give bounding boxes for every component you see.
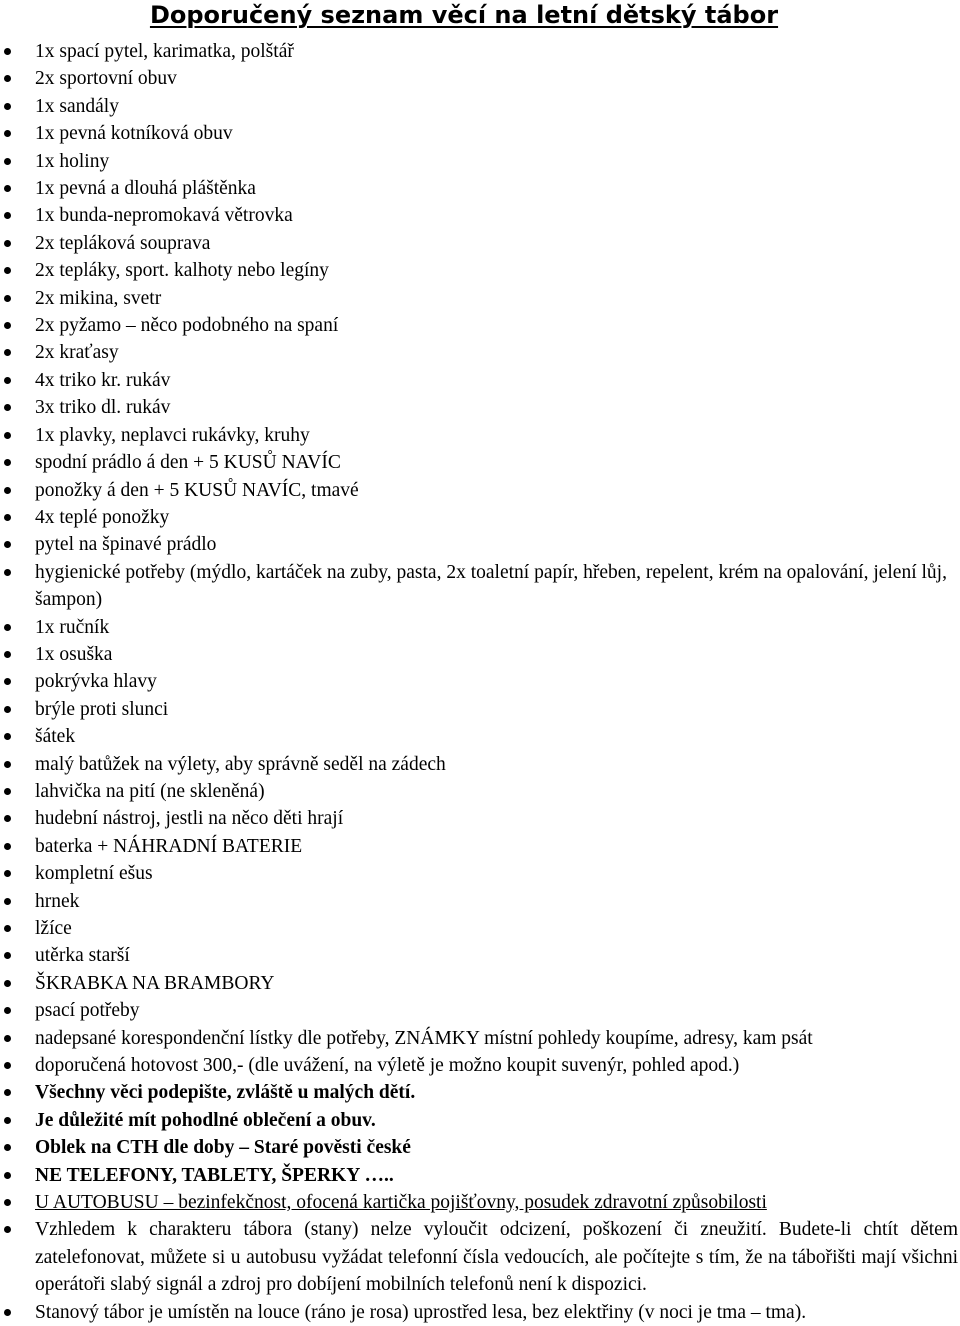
list-item-text: ponožky á den + 5 KUSŮ NAVÍC, tmavé: [35, 479, 359, 501]
list-item: [0, 833, 960, 860]
list-item: [0, 449, 960, 476]
bullet-icon: [4, 185, 11, 192]
list-item-text: 1x pevná kotníková obuv: [35, 123, 233, 145]
list-item: [0, 559, 960, 614]
list-item-text: pytel na špinavé prádlo: [35, 534, 217, 556]
list-item-text: pokrývka hlavy: [35, 671, 157, 693]
packing-list: [0, 38, 960, 1326]
list-item-text: 1x holiny: [35, 150, 110, 172]
list-item-text: Oblek na CTH dle doby – Staré pověsti české: [35, 1137, 411, 1159]
list-item-text: brýle proti slunci: [35, 698, 169, 720]
bullet-icon: [4, 212, 11, 219]
bullet-icon: [4, 267, 11, 274]
list-item: [0, 668, 960, 695]
list-item: [0, 614, 960, 641]
list-item: [0, 504, 960, 531]
bullet-icon: [4, 514, 11, 521]
list-item: [0, 148, 960, 175]
bullet-icon: [4, 1144, 11, 1151]
bullet-icon: [4, 48, 11, 55]
bullet-icon: [4, 1089, 11, 1096]
list-item-text: ŠKRABKA NA BRAMBORY: [35, 972, 275, 994]
list-item-text: 1x bunda-nepromokavá větrovka: [35, 205, 293, 227]
list-item: [0, 531, 960, 558]
bullet-icon: [4, 541, 11, 548]
list-item-text: hudební nástroj, jestli na něco děti hrají: [35, 808, 344, 830]
list-item: [0, 1162, 960, 1189]
bullet-icon: [4, 788, 11, 795]
bullet-icon: [4, 487, 11, 494]
list-item-text: malý batůžek na výlety, aby správně seděl na zádech: [35, 753, 446, 775]
list-item-text: Stanový tábor je umístěn na louce (ráno je rosa) uprostřed lesa, bez elektřiny (v noci je tma – tma).: [35, 1301, 807, 1323]
bullet-icon: [4, 377, 11, 384]
bullet-icon: [4, 1007, 11, 1014]
list-item: [0, 120, 960, 147]
bullet-icon: [4, 1199, 11, 1206]
list-item: [0, 805, 960, 832]
list-item: [0, 1189, 960, 1216]
bullet-icon: [4, 349, 11, 356]
list-item-text: psací potřeby: [35, 1000, 140, 1022]
list-item: [0, 970, 960, 997]
list-item: [0, 1079, 960, 1106]
bullet-icon: [4, 980, 11, 987]
bullet-icon: [4, 1117, 11, 1124]
list-item-text: doporučená hotovost 300,- (dle uvážení, na výletě je možno koupit suvenýr, pohled apod.): [35, 1055, 740, 1077]
bullet-icon: [4, 1062, 11, 1069]
bullet-icon: [4, 240, 11, 247]
list-item-text: spodní prádlo á den + 5 KUSŮ NAVÍC: [35, 452, 341, 474]
list-item-text: hrnek: [35, 890, 80, 912]
list-item: [0, 93, 960, 120]
list-item-text: kompletní ešus: [35, 863, 153, 885]
bullet-icon: [4, 898, 11, 905]
list-item-text: 2x pyžamo – něco podobného na spaní: [35, 315, 339, 337]
list-item: [0, 367, 960, 394]
list-item-text: 1x pevná a dlouhá pláštěnka: [35, 178, 256, 200]
bullet-icon: [4, 130, 11, 137]
list-item: [0, 997, 960, 1024]
list-item-text: 4x triko kr. rukáv: [35, 369, 171, 391]
list-item-text: Vzhledem k charakteru tábora (stany) nelze vyloučit odcizení, poškození či zneužití. Budete-li chtít dětem zatelefonovat, můžete si u autobusu vyžádat telefonní čísla vedoucích, ale počítejte s tím, že na tábořišti mají všichni operátoři slabý signál a zdroj pro dobíjení mobilních telefonů není k dispozici.: [35, 1219, 958, 1296]
bullet-icon: [4, 158, 11, 165]
list-item: [0, 723, 960, 750]
list-item-text: Je důležité mít pohodlné oblečení a obuv.: [35, 1109, 376, 1131]
list-item: [0, 1025, 960, 1052]
list-item-text: 1x spací pytel, karimatka, polštář: [35, 41, 294, 62]
list-item: [0, 339, 960, 366]
bullet-icon: [4, 103, 11, 110]
list-item: [0, 175, 960, 202]
list-item-text: 1x ručník: [35, 616, 110, 638]
bullet-icon: [4, 870, 11, 877]
list-item: [0, 1134, 960, 1161]
list-item: [0, 422, 960, 449]
list-item: [0, 230, 960, 257]
list-item: [0, 860, 960, 887]
list-item-text: 3x triko dl. rukáv: [35, 397, 171, 419]
list-item-text: U AUTOBUSU – bezinfekčnost, ofocená kartička pojišťovny, posudek zdravotní způsobilosti: [35, 1192, 767, 1214]
list-item-text: utěrka starší: [35, 945, 130, 967]
list-item-text: nadepsané korespondenční lístky dle potřeby, ZNÁMKY místní pohledy koupíme, adresy, kam psát: [35, 1027, 813, 1049]
list-item-text: lžíce: [35, 918, 72, 939]
bullet-icon: [4, 322, 11, 329]
bullet-icon: [4, 651, 11, 658]
list-item-text: 2x tepláky, sport. kalhoty nebo legíny: [35, 260, 329, 282]
list-item-text: 1x sandály: [35, 95, 119, 117]
list-item-text: 4x teplé ponožky: [35, 506, 170, 528]
list-item: [0, 65, 960, 92]
bullet-icon: [4, 295, 11, 302]
list-item: [0, 477, 960, 504]
list-item: [0, 1052, 960, 1079]
list-item: [0, 394, 960, 421]
list-item: [0, 641, 960, 668]
list-item-text: baterka + NÁHRADNÍ BATERIE: [35, 835, 303, 857]
bullet-icon: [4, 761, 11, 768]
page-title: Doporučený seznam věcí na letní dětský tábor: [149, 1, 779, 29]
bullet-icon: [4, 459, 11, 466]
list-item-text: hygienické potřeby (mýdlo, kartáček na zuby, pasta, 2x toaletní papír, hřeben, repelent, krém na opalování, jelení lůj, šampon): [35, 561, 947, 611]
list-item-text: Všechny věci podepište, zvláště u malých dětí.: [35, 1082, 416, 1104]
list-item-text: 1x osuška: [35, 643, 113, 665]
list-item-text: 2x tepláková souprava: [35, 232, 211, 254]
list-item: [0, 38, 960, 65]
bullet-icon: [4, 75, 11, 82]
list-item: [0, 202, 960, 229]
bullet-icon: [4, 1172, 11, 1179]
list-item: [0, 942, 960, 969]
list-item: [0, 778, 960, 805]
bullet-icon: [4, 624, 11, 631]
bullet-icon: [4, 404, 11, 411]
list-item-text: NE TELEFONY, TABLETY, ŠPERKY …..: [35, 1164, 394, 1186]
bullet-icon: [4, 1226, 11, 1233]
bullet-icon: [4, 815, 11, 822]
list-item: [0, 285, 960, 312]
bullet-icon: [4, 952, 11, 959]
list-item: [0, 1216, 960, 1298]
list-item-text: lahvička na pití (ne skleněná): [35, 780, 265, 802]
bullet-icon: [4, 678, 11, 685]
list-item: [0, 696, 960, 723]
list-item: [0, 312, 960, 339]
bullet-icon: [4, 706, 11, 713]
bullet-icon: [4, 925, 11, 932]
list-item: [0, 1107, 960, 1134]
bullet-icon: [4, 569, 11, 576]
list-item: [0, 751, 960, 778]
list-item: [0, 257, 960, 284]
list-item-text: šátek: [35, 726, 76, 748]
bullet-icon: [4, 432, 11, 439]
list-item-text: 2x kraťasy: [35, 342, 119, 364]
bullet-icon: [4, 843, 11, 850]
list-item-text: 2x sportovní obuv: [35, 68, 177, 90]
bullet-icon: [4, 1309, 11, 1316]
list-item: [0, 888, 960, 915]
list-item-text: 2x mikina, svetr: [35, 287, 162, 309]
bullet-icon: [4, 733, 11, 740]
bullet-icon: [4, 1035, 11, 1042]
list-item-text: 1x plavky, neplavci rukávky, kruhy: [35, 424, 310, 446]
list-item: [0, 915, 960, 942]
